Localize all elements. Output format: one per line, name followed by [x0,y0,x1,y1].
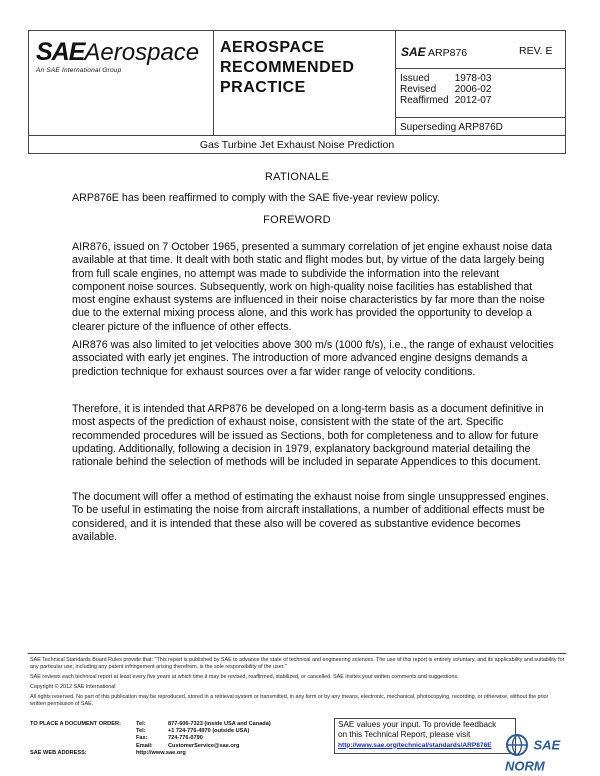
logo-subtitle: An SAE International Group [36,67,122,74]
footer-legal [30,657,565,708]
reaffirmed-row [400,95,497,106]
foreword-paragraph: Therefore, it is intended that ARP876 be developed on a long-term basis as a document definitive in most aspects of the prediction of exhaust noise, consistent with the state of the art. Specific recommended procedures will be issued as Sections, both for completeness and to allow for future updating. Additionally, following a decision in 1979, explanatory background material detailing the rationale behind the selection of methods will be included in separate Appendices to this document. [72,403,544,469]
tel-outside-value: +1 724-776-4970 (outside USA) [168,728,250,735]
foreword-paragraph: The document will offer a method of estimating the exhaust noise from single unsuppressed engines. To be useful in estimating the noise from aircraft installations, a number of additional effects must be considered, and it is intended that these also will be covered as substantive evidence becomes available. [72,491,549,543]
title-line-2: RECOMMENDED [220,59,355,76]
footer-tsb-rules: SAE Technical Standards Board Rules provide that: "This report is published by SAE to advance the state of technical and engineering sciences. The use of this report is entirely voluntary, and its applicability and suitability for any particular use, including any patent infringement arising therefrom, is the sole responsibility of the user." [30,657,565,670]
footer-copyright: Copyright © 2012 SAE International [30,684,116,690]
issued-row [400,73,497,84]
email-label: Email: [136,742,153,749]
feedback-text [338,720,528,750]
revision-label: REV. E [519,45,553,57]
doc-prefix-sae: SAE [401,45,426,59]
order-label: TO PLACE A DOCUMENT ORDER: [30,721,121,727]
logo-aerospace-text: Aerospace [84,39,200,66]
document-dates [400,73,497,106]
feedback-link[interactable]: http://www.sae.org/technical/standards/ARP876E [338,741,492,749]
logo-sae-text: SAE [36,38,85,66]
doc-number-value: ARP876 [428,47,468,59]
document-type-title [220,38,354,98]
revised-label: Revised [400,84,437,95]
footer-rule [28,653,566,654]
footer-rights: All rights reserved. No part of this publication may be reproduced, stored in a retrieval system or transmitted, in any form or by any means, electronic, mechanical, photocopying, recording, or otherwise, without the prior written permission of SAE. [30,694,549,707]
fax-label: Fax: [136,735,148,742]
footer-review-note: SAE reviews each technical report at least every five years at which time it may be revised, reaffirmed, stabilized, or cancelled. SAE invites your written comments and suggestions. [30,674,459,680]
title-line-3: PRACTICE [220,79,306,96]
feedback-line-2: on this Technical Report, please visit [338,729,471,739]
order-contact-block [30,721,275,757]
foreword-paragraph: AIR876, issued on 7 October 1965, presented a summary correlation of jet engine exhaust noise data available at that time. It dealt with both static and flight modes but, by virtue of the data largely being from full scale engines, no attempt was made to subdivide the information into the relevant component noise sources. Subsequently, work on high-quality noise facilities has established that most engine exhaust systems are influenced in their noise characteristics by far more than the noise due to the external mixing process alone, and this work has provided the opportunity to develop a clearer picture of the influence of other effects. [72,241,553,333]
reaffirmed-label: Reaffirmed [400,95,449,106]
rationale-text: ARP876E has been reaffirmed to comply with the SAE five-year review policy. [72,192,440,204]
header-divider-4 [395,117,566,118]
superseding-note: Superseding ARP876D [400,122,503,133]
web-label: SAE WEB ADDRESS: [30,749,87,756]
title-line-1: AEROSPACE [220,39,325,56]
header-divider-3 [395,68,566,69]
revised-row [400,84,497,95]
tel-label: Tel: [136,728,146,735]
document-title: Gas Turbine Jet Exhaust Noise Prediction [199,139,395,151]
issued-value: 1978-03 [454,73,492,84]
globe-icon [505,733,529,757]
email-value[interactable]: CustomerService@sae.org [168,742,240,749]
web-address[interactable]: http://www.sae.org [136,749,186,756]
sae-norm-watermark [505,733,600,775]
tel-inside-value: 877-606-7323 (inside USA and Canada) [168,721,271,727]
watermark-text: SAE NORM [505,737,561,774]
revised-value: 2006-02 [454,84,492,95]
document-number [401,45,467,59]
reaffirmed-value: 2012-07 [454,95,492,106]
issued-label: Issued [400,73,430,84]
feedback-line-1: SAE values your input. To provide feedback [338,720,497,729]
tel-label: Tel: [136,721,146,727]
foreword-heading: FOREWORD [263,214,331,226]
fax-value: 724-776-0790 [168,735,203,742]
rationale-heading: RATIONALE [264,171,330,183]
sae-aerospace-logo [36,40,199,74]
foreword-paragraph: AIR876 was also limited to jet velocities above 300 m/s (1000 ft/s), i.e., the range of exhaust velocities associated with early jet engines. The introduction of more advanced engine designs demands a prediction technique for exhaust sources over a far wider range of velocity conditions. [72,339,554,378]
header-divider-1 [213,30,214,136]
header-divider-2 [395,30,396,136]
